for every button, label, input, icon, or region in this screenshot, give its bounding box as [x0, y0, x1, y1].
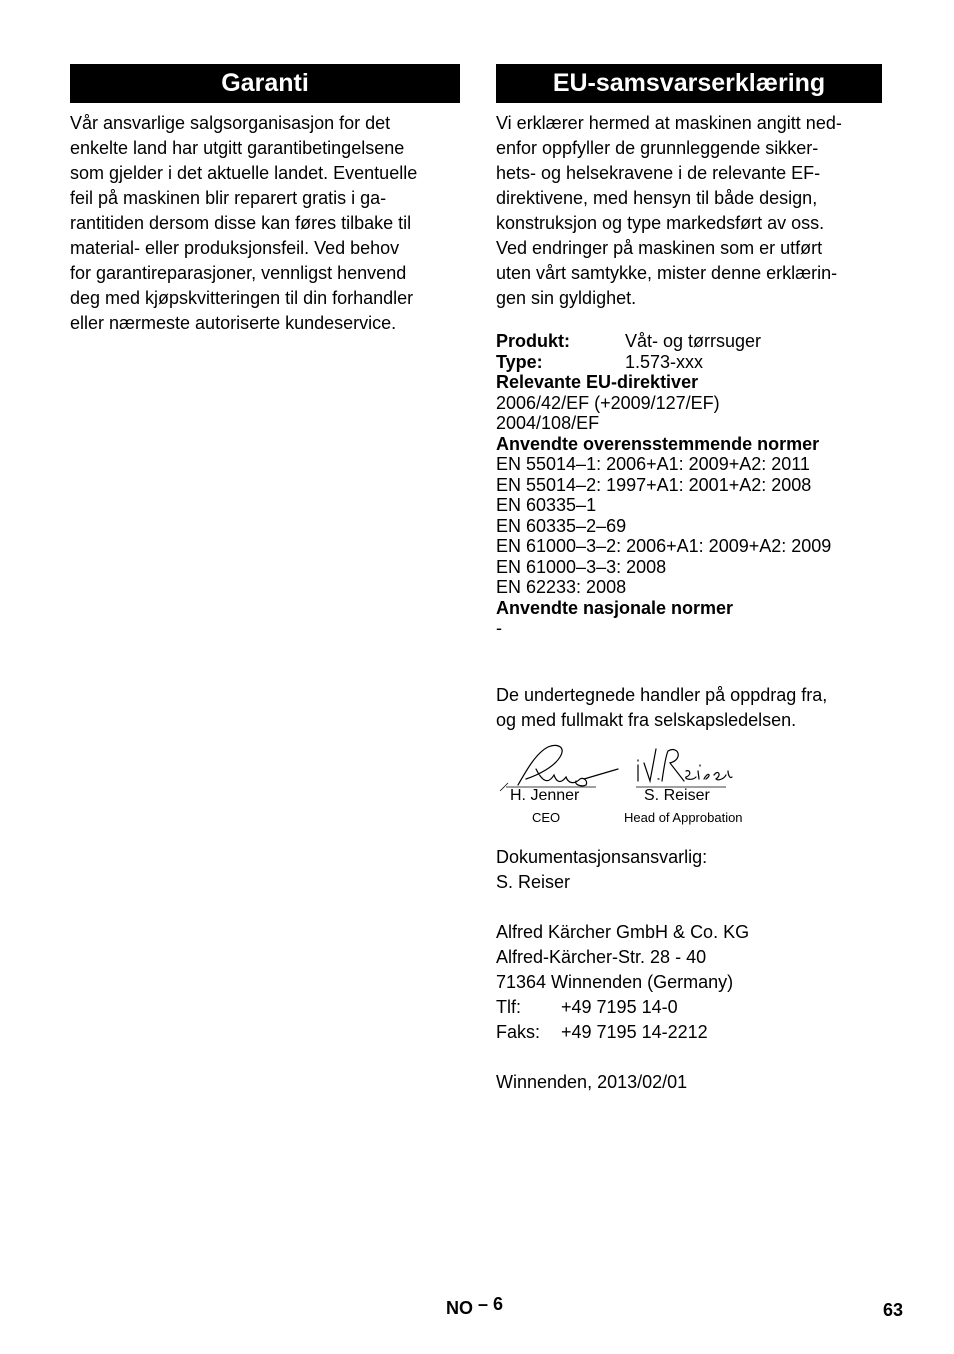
- garanti-line: som gjelder i det aktuelle landet. Eventuelle: [70, 163, 418, 183]
- handwritten-signature-jenner: [496, 741, 626, 791]
- address-line: Alfred Kärcher GmbH & Co. KG: [496, 921, 750, 942]
- eu-intro-line: gen sin gyldighet.: [496, 288, 637, 308]
- garanti-section: [70, 64, 460, 336]
- eu-intro-line: Ved endringer på maskinen som er utført: [496, 238, 823, 258]
- eu-heading: EU-samsvarserklæring: [496, 64, 882, 103]
- signatures: [496, 741, 882, 831]
- signer1-title: CEO: [532, 809, 561, 825]
- type-row: [496, 352, 882, 373]
- garanti-line: for garantireparasjoner, vennligst henvend: [70, 263, 407, 283]
- date-place: Winnenden, 2013/02/01: [496, 1071, 688, 1092]
- garanti-line: deg med kjøpskvitteringen til din forhandler: [70, 288, 414, 308]
- phone-row: [496, 995, 882, 1020]
- eu-intro-line: Vi erklærer hermed at maskinen angitt ned-: [496, 113, 842, 133]
- page-number: 63: [883, 1300, 904, 1320]
- handwritten-signature-reiser: [626, 741, 736, 791]
- product-value: Våt- og tørrsuger: [625, 331, 762, 351]
- harmonized-heading: Anvendte overensstemmende normer: [496, 433, 820, 454]
- harmonized-item: EN 55014–1: 2006+A1: 2009+A2: 2011: [496, 454, 810, 474]
- garanti-line: rantitiden dersom disse kan føres tilbake til: [70, 213, 412, 233]
- signer1-name: H. Jenner: [510, 786, 580, 804]
- harmonized-item: EN 61000–3–3: 2008: [496, 556, 667, 577]
- footer-section-page: 6: [493, 1294, 504, 1314]
- address-line: 71364 Winnenden (Germany): [496, 971, 734, 992]
- harmonized-item: EN 62233: 2008: [496, 577, 627, 597]
- garanti-text: [70, 111, 460, 336]
- harmonized-item: EN 60335–1: [496, 495, 597, 515]
- doc-resp-name: S. Reiser: [496, 871, 571, 892]
- eu-intro-line: uten vårt samtykke, mister denne erklærin-: [496, 263, 838, 283]
- signer2-name: S. Reiser: [644, 786, 710, 804]
- doc-responsible: [496, 845, 882, 895]
- fax-value: +49 7195 14-2212: [561, 1021, 708, 1042]
- spec-block: [496, 331, 882, 639]
- eu-intro-line: hets- og helsekravene i de relevante EF-: [496, 163, 821, 183]
- product-row: [496, 331, 882, 352]
- directive-item: 2006/42/EF (+2009/127/EF): [496, 392, 720, 413]
- signers-text: [496, 683, 882, 733]
- directive-item: 2004/108/EF: [496, 413, 600, 433]
- phone-value: +49 7195 14-0: [561, 996, 678, 1017]
- garanti-line: feil på maskinen blir reparert gratis i ga-: [70, 188, 387, 208]
- phone-label: Tlf:: [496, 996, 521, 1017]
- signer2-title: Head of Approbation: [624, 809, 743, 825]
- signature-reiser: [624, 741, 756, 825]
- eu-intro-line: enfor oppfyller de grunnleggende sikker-: [496, 138, 819, 158]
- type-value: 1.573-xxx: [625, 351, 704, 372]
- garanti-line: enkelte land har utgitt garantibetingelsene: [70, 138, 405, 158]
- national-value: -: [496, 618, 502, 638]
- national-heading: Anvendte nasjonale normer: [496, 597, 734, 618]
- fax-label: Faks:: [496, 1021, 541, 1042]
- footer-section-label: [446, 1294, 504, 1319]
- signers-line: De undertegnede handler på oppdrag fra,: [496, 684, 828, 705]
- eu-intro-line: direktivene, med hensyn til både design,: [496, 188, 818, 208]
- eu-declaration-section: [496, 64, 882, 1095]
- signers-line: og med fullmakt fra selskapsledelsen.: [496, 709, 797, 730]
- garanti-line: eller nærmeste autoriserte kundeservice.: [70, 313, 397, 333]
- signature-jenner: [496, 741, 626, 825]
- doc-resp-label: Dokumentasjonsansvarlig:: [496, 846, 708, 867]
- address-line: Alfred-Kärcher-Str. 28 - 40: [496, 946, 707, 967]
- eu-intro-text: [496, 111, 882, 311]
- garanti-line: material- eller produksjonsfeil. Ved behov: [70, 238, 400, 258]
- footer-dash: –: [478, 1294, 489, 1314]
- harmonized-item: EN 61000–3–2: 2006+A1: 2009+A2: 2009: [496, 536, 832, 556]
- harmonized-item: EN 55014–2: 1997+A1: 2001+A2: 2008: [496, 474, 812, 495]
- fax-row: [496, 1020, 882, 1045]
- eu-intro-line: konstruksjon og type markedsført av oss.: [496, 213, 825, 233]
- garanti-heading: Garanti: [70, 64, 460, 103]
- type-label: Type:: [496, 351, 543, 372]
- product-label: Produkt:: [496, 331, 570, 351]
- company-address: [496, 920, 882, 1045]
- garanti-line: Vår ansvarlige salgsorganisasjon for det: [70, 113, 391, 133]
- harmonized-item: EN 60335–2–69: [496, 515, 627, 536]
- footer-lang-code: NO: [446, 1298, 473, 1318]
- directives-heading: Relevante EU-direktiver: [496, 372, 699, 392]
